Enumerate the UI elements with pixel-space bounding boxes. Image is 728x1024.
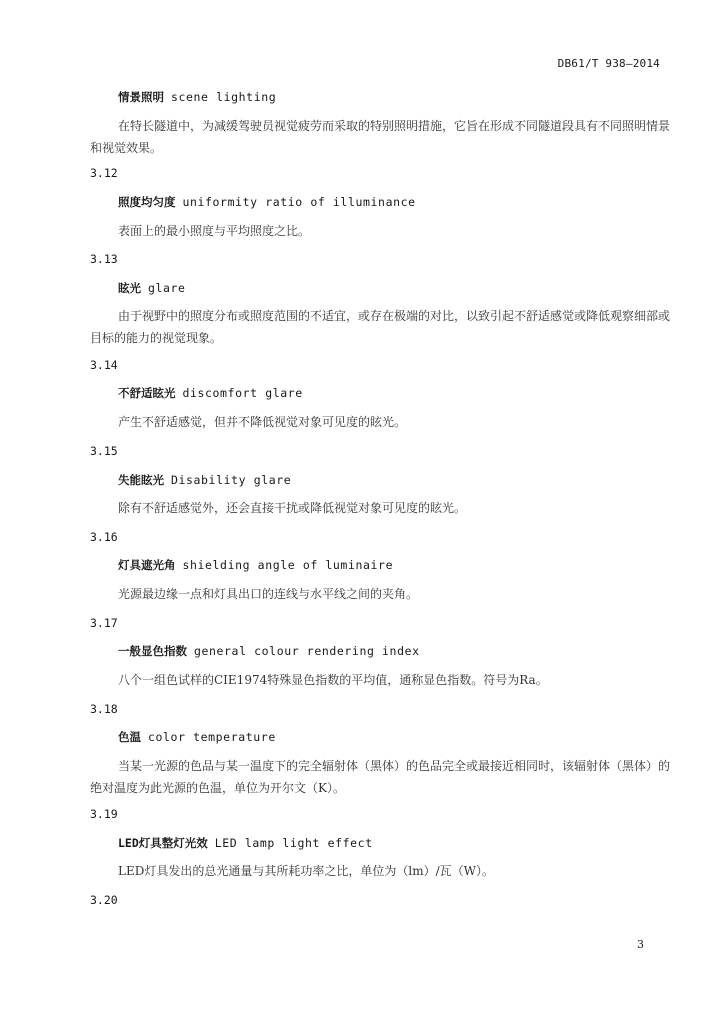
term-en: discomfort glare — [182, 386, 303, 400]
definition-scene-lighting: 在特长隧道中，为减缓驾驶员视觉疲劳而采取的特别照明措施，它旨在形成不同隧道段具有不同照明情景和视觉效果。 — [90, 119, 671, 155]
clause-number-3-13: 3.13 — [90, 252, 118, 266]
term-zh: 情景照明 — [118, 90, 164, 104]
page-number: 3 — [637, 938, 644, 951]
term-zh: LED灯具整灯光效 — [118, 836, 208, 850]
clause-number-3-20: 3.20 — [90, 893, 118, 907]
clause-number-3-19: 3.19 — [90, 807, 118, 821]
term-en: scene lighting — [170, 90, 277, 104]
clause-number-3-15: 3.15 — [90, 444, 118, 458]
term-zh: 眩光 — [118, 281, 141, 295]
clause-number-3-17: 3.17 — [90, 616, 118, 630]
term-en: LED lamp light effect — [214, 836, 373, 850]
term-colour-rendering-index — [118, 643, 420, 659]
term-en: Disability glare — [170, 473, 292, 487]
term-en: glare — [147, 281, 186, 295]
definition-colour-rendering-index: 八个一组色试样的CIE1974特殊显色指数的平均值，通称显色指数。符号为Ra。 — [118, 673, 548, 687]
clause-number-3-14: 3.14 — [90, 358, 118, 372]
term-scene-lighting — [118, 89, 276, 105]
term-discomfort-glare — [118, 385, 303, 401]
term-zh: 不舒适眩光 — [118, 386, 176, 400]
definition-disability-glare: 除有不舒适感觉外，还会直接干扰或降低视觉对象可见度的眩光。 — [118, 501, 467, 515]
definition-color-temperature: 当某一光源的色品与某一温度下的完全辐射体（黑体）的色品完全或最接近相同时，该辐射体（黑体）的绝对温度为此光源的色温，单位为开尔文（K）。 — [90, 759, 671, 795]
term-zh: 照度均匀度 — [118, 195, 176, 209]
definition-uniformity-ratio: 表面上的最小照度与平均照度之比。 — [118, 224, 311, 238]
definition-discomfort-glare: 产生不舒适感觉，但并不降低视觉对象可见度的眩光。 — [118, 415, 407, 429]
term-zh: 失能眩光 — [118, 473, 164, 487]
term-color-temperature — [118, 729, 276, 745]
term-led-lamp-light-effect — [118, 835, 373, 851]
term-en: shielding angle of luminaire — [182, 558, 394, 572]
definition-led-lamp-light-effect: LED灯具发出的总光通量与其所耗功率之比，单位为（lm）/瓦（W）。 — [118, 864, 494, 878]
definition-shielding-angle: 光源最边缘一点和灯具出口的连线与水平线之间的夹角。 — [118, 587, 419, 601]
term-glare — [118, 280, 186, 296]
clause-number-3-12: 3.12 — [90, 166, 118, 180]
definition-glare: 由于视野中的照度分布或照度范围的不适宜，或存在极端的对比，以致引起不舒适感觉或降低观察细部或目标的能力的视觉现象。 — [90, 309, 671, 345]
term-disability-glare — [118, 472, 291, 488]
term-zh: 一般显色指数 — [118, 644, 187, 658]
clause-number-3-16: 3.16 — [90, 530, 118, 544]
term-zh: 灯具遮光角 — [118, 558, 176, 572]
term-en: uniformity ratio of illuminance — [182, 195, 416, 209]
term-en: general colour rendering index — [193, 644, 420, 658]
term-en: color temperature — [147, 730, 276, 744]
term-shielding-angle — [118, 557, 393, 573]
header-standard-code: DB61/T 938—2014 — [557, 57, 660, 70]
clause-number-3-18: 3.18 — [90, 702, 118, 716]
term-zh: 色温 — [118, 730, 141, 744]
term-uniformity-ratio — [118, 194, 416, 210]
